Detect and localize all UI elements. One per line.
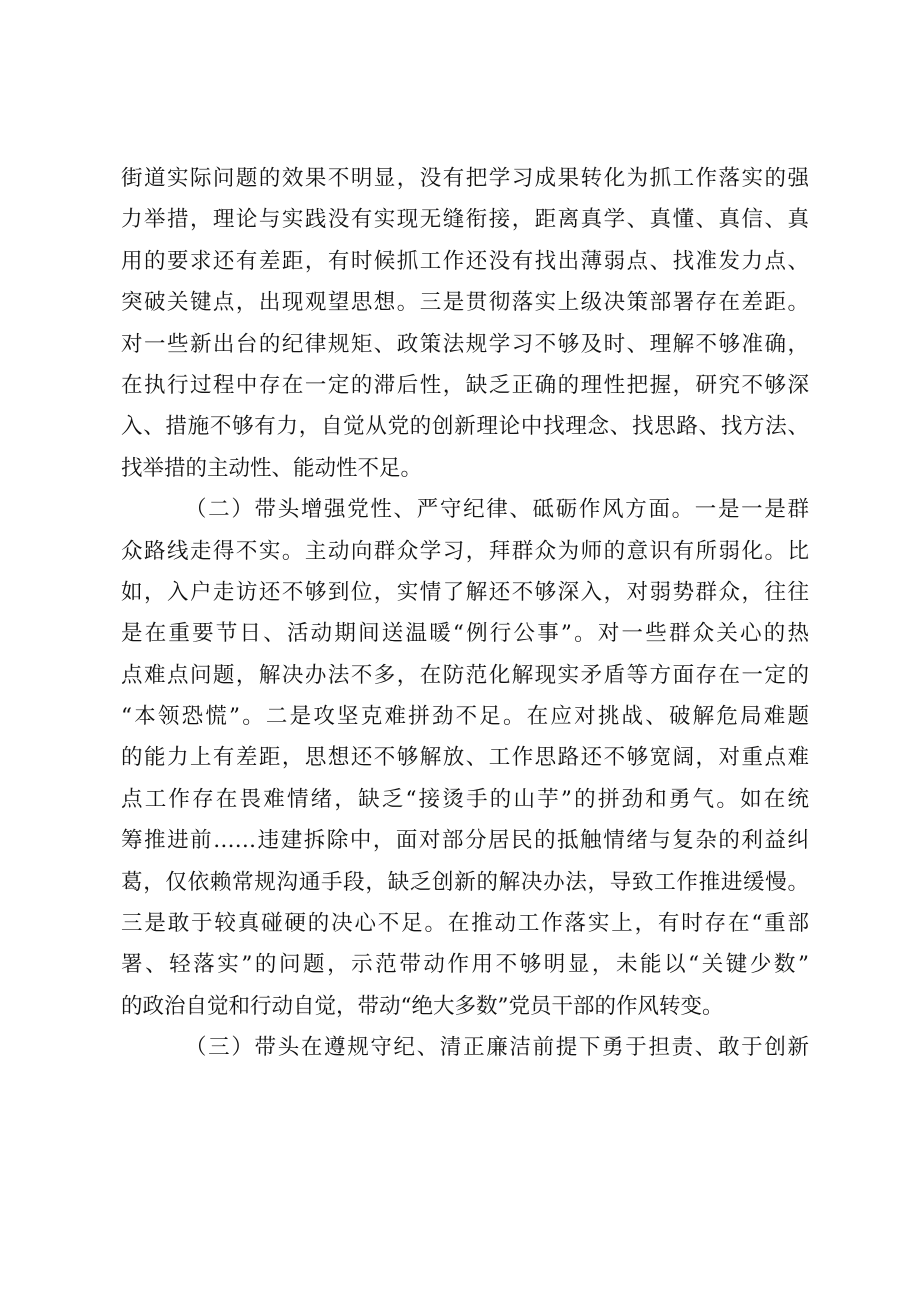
section-heading-line: （二）带头增强党性、严守纪律、砥砺作风方面。一是一是群 <box>185 497 809 523</box>
text-line: 用的要求还有差距，有时候抓工作还没有找出薄弱点、找准发力点、 <box>121 248 809 274</box>
text-line: 的能力上有差距，思想还不够解放、工作思路还不够宽阔，对重点难 <box>121 745 809 771</box>
text-line: 入、措施不够有力，自觉从党的创新理论中找理念、找思路、找方法、 <box>121 414 809 440</box>
section-heading-line: （三）带头在遵规守纪、清正廉洁前提下勇于担责、敢于创新 <box>185 1035 809 1061</box>
text-line: 点工作存在畏难情绪，缺乏“接烫手的山芋”的拼劲和勇气。如在统 <box>121 786 809 812</box>
text-line: 葛，仅依赖常规沟通手段，缺乏创新的解决办法，导致工作推进缓慢。 <box>121 869 809 895</box>
text-line: 筹推进前……违建拆除中，面对部分居民的抵触情绪与复杂的利益纠 <box>121 828 809 854</box>
text-line: 点难点问题，解决办法不多，在防范化解现实矛盾等方面存在一定的 <box>121 662 809 688</box>
text-line: 是在重要节日、活动期间送温暖“例行公事”。对一些群众关心的热 <box>121 621 809 647</box>
text-line: 街道实际问题的效果不明显，没有把学习成果转化为抓工作落实的强 <box>121 166 809 191</box>
text-line: 众路线走得不实。主动向群众学习，拜群众为师的意识有所弱化。比 <box>121 538 809 564</box>
text-line: 的政治自觉和行动自觉，带动“绝大多数”党员干部的作风转变。 <box>121 993 724 1019</box>
text-line: 突破关键点，出现观望思想。三是贯彻落实上级决策部署存在差距。 <box>121 290 809 316</box>
document-body <box>121 158 809 1069</box>
text-line: “本领恐慌”。二是攻坚克难拼劲不足。在应对挑战、破解危局难题 <box>121 704 809 730</box>
text-line: 如，入户走访还不够到位，实情了解还不够深入，对弱势群众，往往 <box>121 579 809 605</box>
text-line: 在执行过程中存在一定的滞后性，缺乏正确的理性把握，研究不够深 <box>121 372 809 398</box>
text-line: 署、轻落实”的问题，示范带动作用不够明显，未能以“关键少数” <box>121 952 809 978</box>
text-line: 对一些新出台的纪律规矩、政策法规学习不够及时、理解不够准确， <box>121 331 809 357</box>
text-line: 找举措的主动性、能动性不足。 <box>121 455 423 481</box>
text-line: 三是敢于较真碰硬的决心不足。在推动工作落实上，有时存在“重部 <box>121 911 809 937</box>
text-line: 力举措，理论与实践没有实现无缝衔接，距离真学、真懂、真信、真 <box>121 207 809 233</box>
